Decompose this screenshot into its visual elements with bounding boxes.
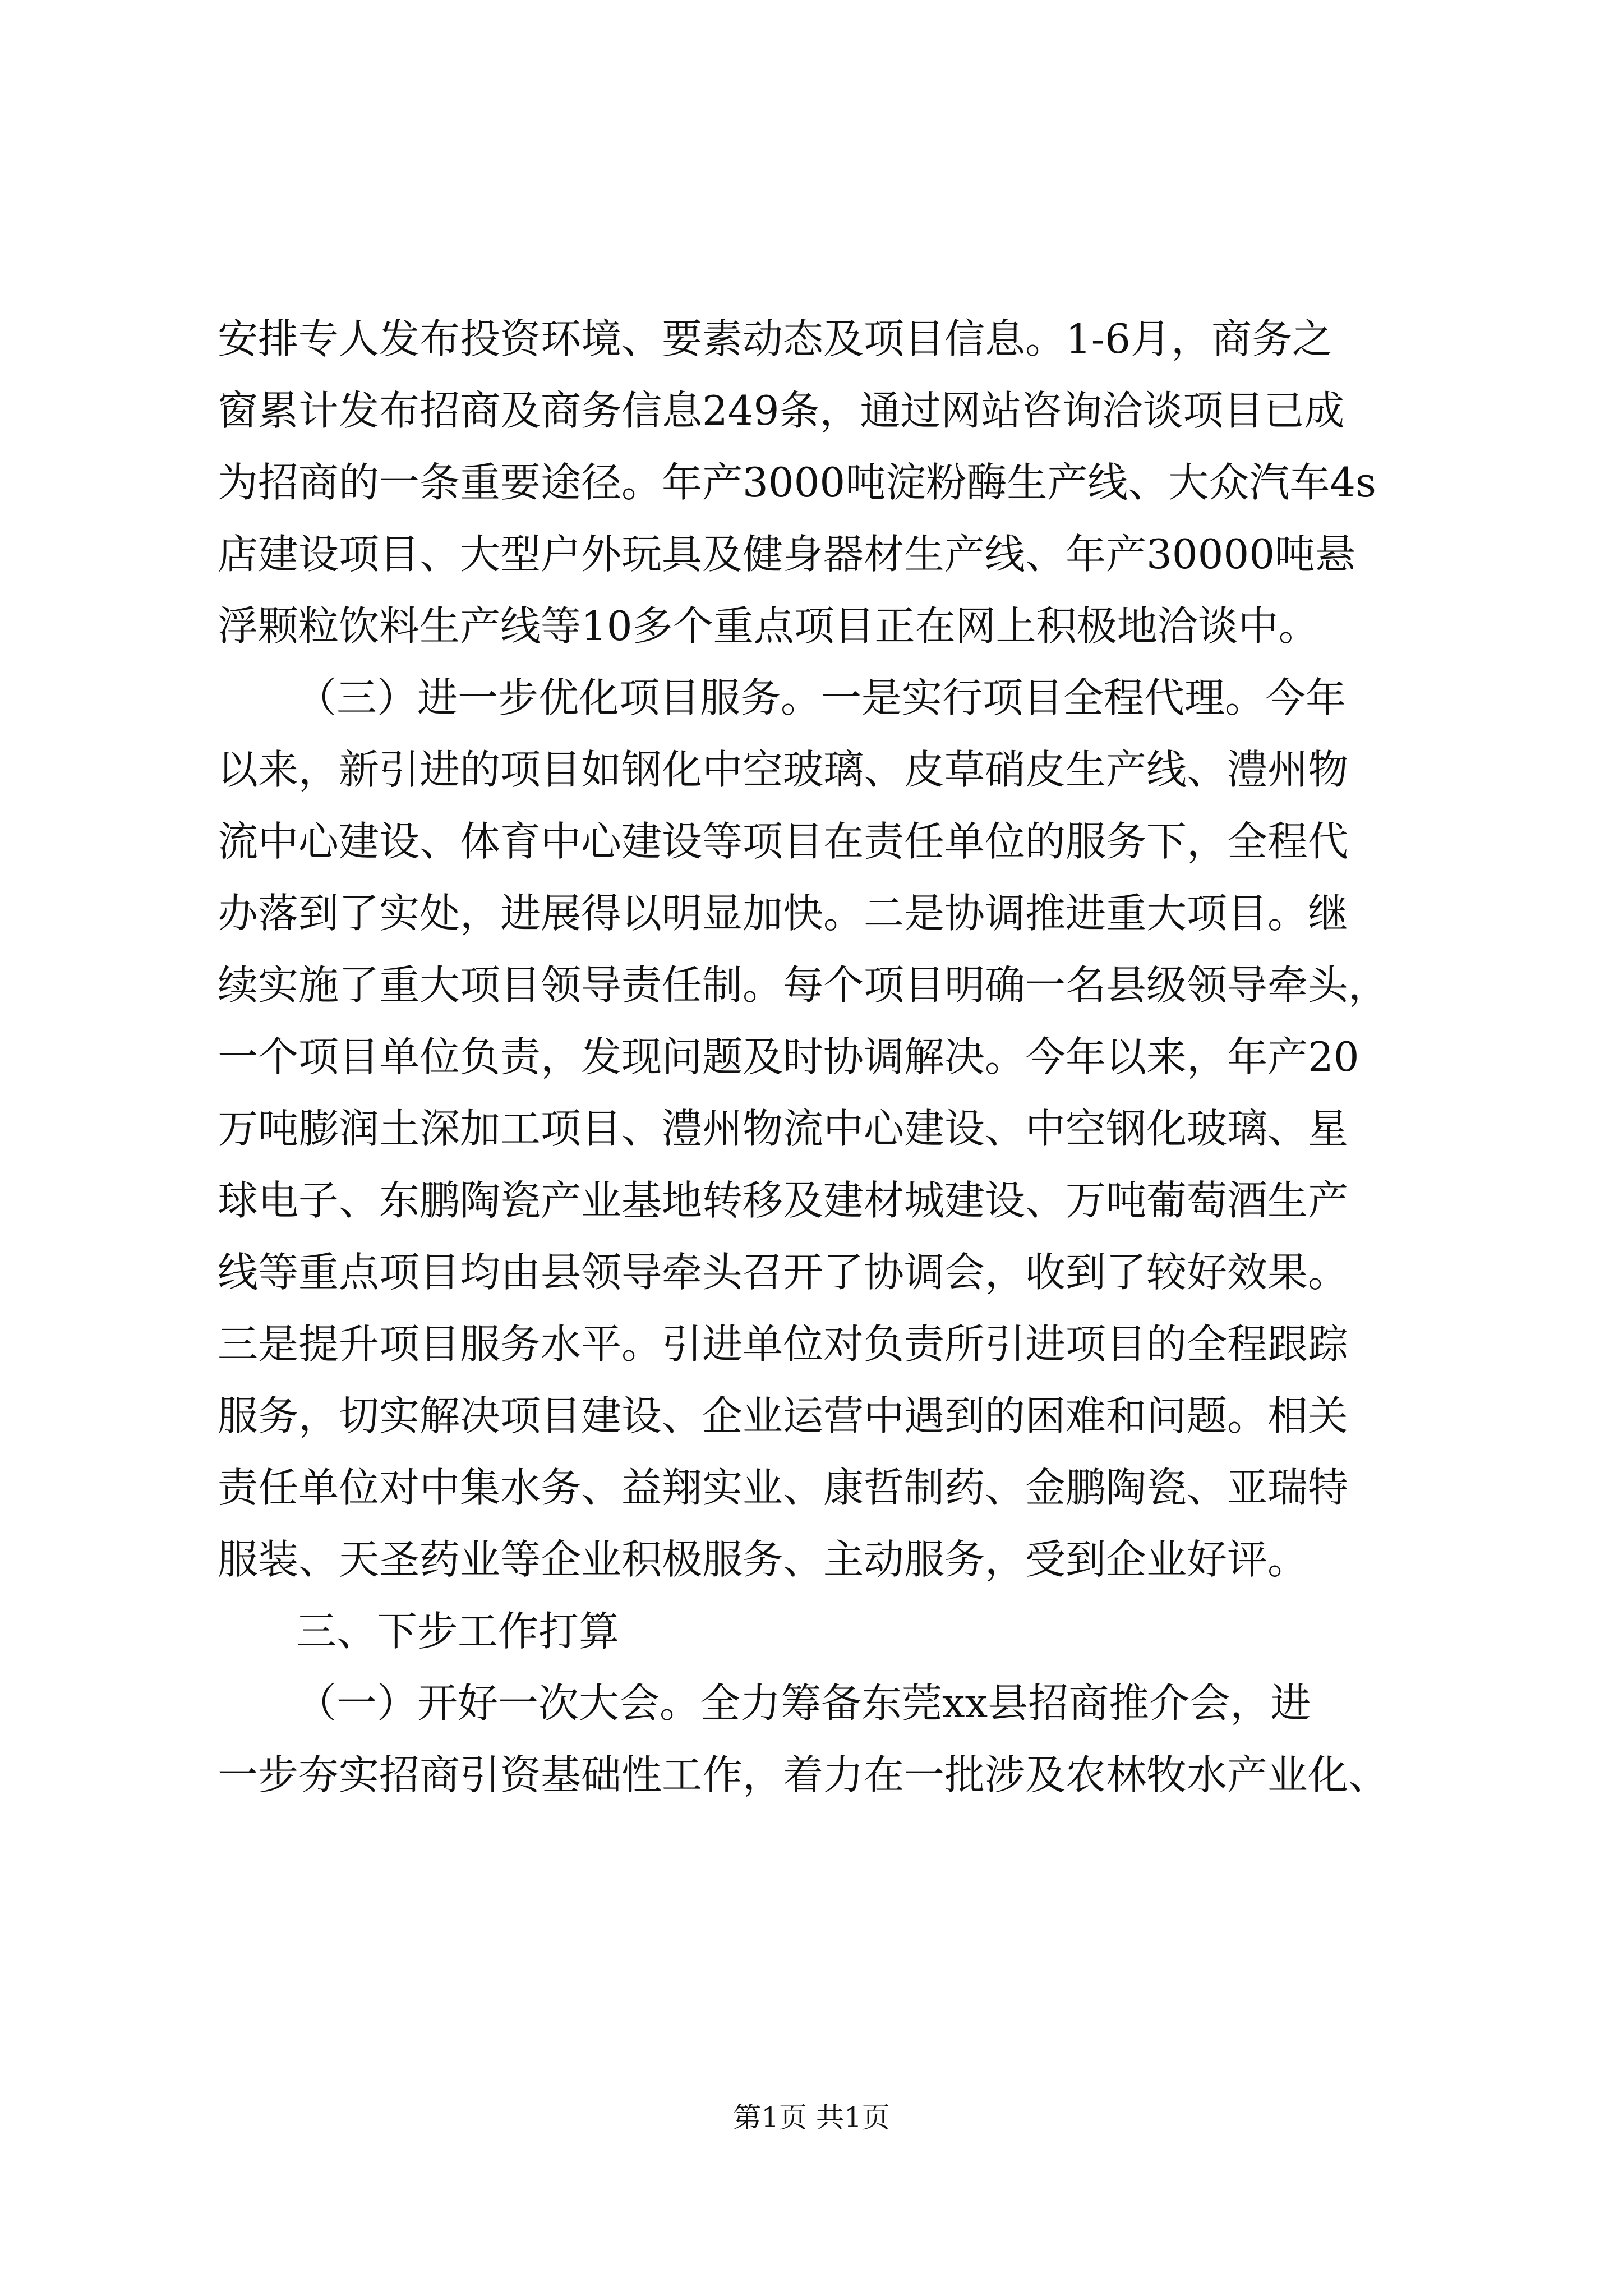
text-line: 续实施了重大项目领导责任制。每个项目明确一名县级领导牵头， [218, 961, 1389, 1009]
document-body [218, 303, 1423, 1811]
page-number-footer: 第1页 共1页 [733, 2101, 890, 2134]
text-line: 责任单位对中集水务、益翔实业、康哲制药、金鹏陶瓷、亚瑞特 [218, 1464, 1349, 1511]
text-line: 万吨膨润土深加工项目、澧州物流中心建设、中空钢化玻璃、星 [218, 1105, 1349, 1152]
text-line: 球电子、东鹏陶瓷产业基地转移及建材城建设、万吨葡萄酒生产 [218, 1177, 1349, 1224]
text-line: 一步夯实招商引资基础性工作，着力在一批涉及农林牧水产业化、 [218, 1751, 1389, 1798]
paragraph-start-line: （三）进一步优化项目服务。一是实行项目全程代理。今年 [296, 674, 1347, 721]
text-line: 窗累计发布招商及商务信息249条，通过网站咨询洽谈项目已成 [218, 387, 1345, 434]
text-line: 办落到了实处，进展得以明显加快。二是协调推进重大项目。继 [218, 890, 1349, 937]
text-line: 店建设项目、大型户外玩具及健身器材生产线、年产30000吨悬 [218, 531, 1356, 578]
text-line: 安排专人发布投资环境、要素动态及项目信息。1-6月，商务之 [218, 315, 1332, 362]
text-line: 流中心建设、体育中心建设等项目在责任单位的服务下，全程代 [218, 818, 1349, 865]
section-heading: 三、下步工作打算 [296, 1608, 620, 1655]
paragraph-start-line: （一）开好一次大会。全力筹备东莞xx县招商推介会，进 [296, 1680, 1311, 1727]
text-line: 浮颗粒饮料生产线等10多个重点项目正在网上积极地洽谈中。 [218, 602, 1319, 650]
text-line: 为招商的一条重要途径。年产3000吨淀粉酶生产线、大众汽车4s [218, 459, 1376, 506]
text-line: 线等重点项目均由县领导牵头召开了协调会，收到了较好效果。 [218, 1249, 1349, 1296]
text-line: 以来，新引进的项目如钢化中空玻璃、皮草硝皮生产线、澧州物 [218, 746, 1349, 793]
text-line: 一个项目单位负责，发现问题及时协调解决。今年以来，年产20 [218, 1033, 1359, 1080]
text-line: 服装、天圣药业等企业积极服务、主动服务，受到企业好评。 [218, 1536, 1308, 1583]
text-line: 服务，切实解决项目建设、企业运营中遇到的困难和问题。相关 [218, 1392, 1349, 1439]
text-line: 三是提升项目服务水平。引进单位对负责所引进项目的全程跟踪 [218, 1320, 1349, 1368]
